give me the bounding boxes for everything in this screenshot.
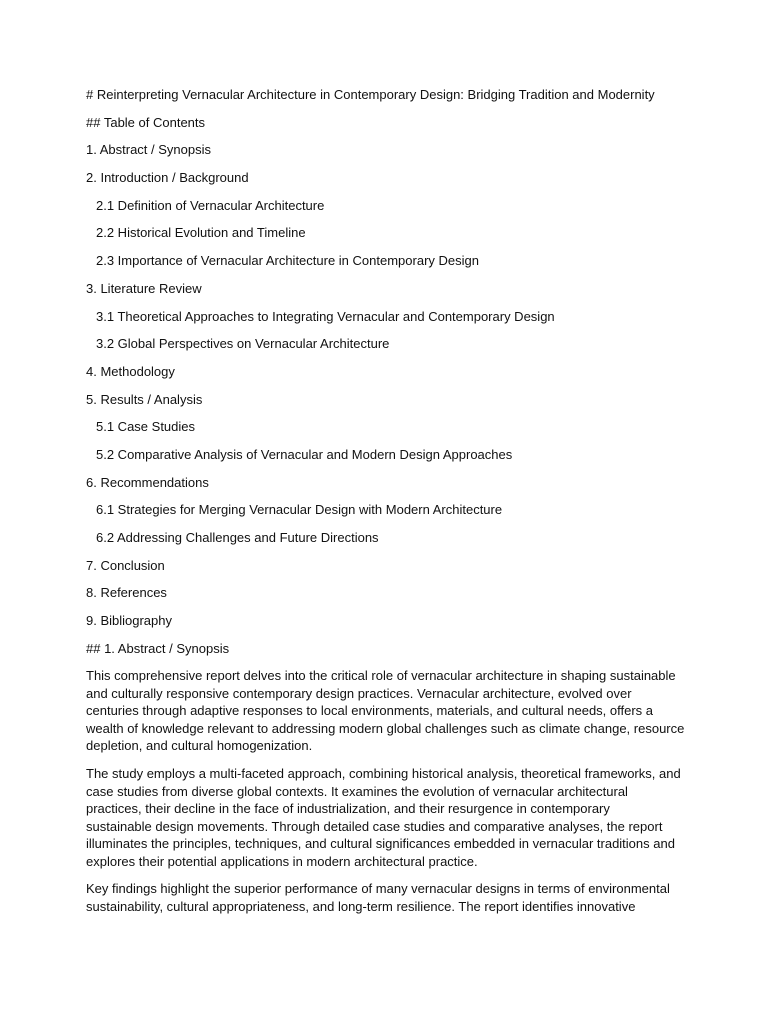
toc-item: 5. Results / Analysis <box>86 391 203 407</box>
paragraph <box>86 667 686 755</box>
toc-item: 2.3 Importance of Vernacular Architecture in Contemporary Design <box>96 253 479 269</box>
toc-item: 3.1 Theoretical Approaches to Integrating Vernacular and Contemporary Design <box>96 308 555 324</box>
toc-item: 7. Conclusion <box>86 557 165 573</box>
toc-item: 4. Methodology <box>86 363 175 379</box>
paragraph <box>86 880 686 915</box>
toc-item: 5.1 Case Studies <box>96 419 196 435</box>
paragraph-line: sustainability, cultural appropriateness, and long-term resilience. The report identifies innovative <box>86 898 636 914</box>
toc-item: 8. References <box>86 585 167 601</box>
toc-item: 3. Literature Review <box>86 280 202 296</box>
paragraph-line: depletion, and cultural homogenization. <box>86 738 313 754</box>
toc-heading: ## Table of Contents <box>86 114 206 130</box>
toc-item: 6.1 Strategies for Merging Vernacular Design with Modern Architecture <box>96 502 503 518</box>
paragraph-line: centuries through adaptive responses to local environments, materials, and cultural needs, offers a <box>86 703 654 719</box>
paragraph-line: The study employs a multi-faceted approach, combining historical analysis, theoretical frameworks, and <box>86 766 681 782</box>
toc-item: 6. Recommendations <box>86 474 209 490</box>
paragraph-line: explores their potential applications in modern architectural practice. <box>86 853 478 869</box>
paragraph <box>86 765 686 870</box>
toc-item: 6.2 Addressing Challenges and Future Directions <box>96 530 379 545</box>
toc-item: 2. Introduction / Background <box>86 170 249 186</box>
toc-item: 2.2 Historical Evolution and Timeline <box>96 225 306 241</box>
paragraph-line: Key findings highlight the superior performance of many vernacular designs in terms of environmental <box>86 881 670 897</box>
document-title: # Reinterpreting Vernacular Architecture in Contemporary Design: Bridging Tradition and Modernity <box>86 87 655 102</box>
paragraph-line: case studies from diverse global contexts. It examines the evolution of vernacular architectural <box>86 783 628 799</box>
paragraph-line: sustainable design movements. Through detailed case studies and comparative analyses, the report <box>86 818 663 834</box>
table-of-contents <box>86 141 686 629</box>
toc-item: 5.2 Comparative Analysis of Vernacular and Modern Design Approaches <box>96 446 513 462</box>
toc-item: 9. Bibliography <box>86 613 172 629</box>
toc-item: 1. Abstract / Synopsis <box>86 142 212 158</box>
paragraph-line: This comprehensive report delves into the critical role of vernacular architecture in shaping sustainable <box>86 668 676 684</box>
paragraph-line: illuminates the principles, techniques, and cultural significances embedded in vernacular traditions and <box>86 836 675 852</box>
toc-item: 3.2 Global Perspectives on Vernacular Architecture <box>96 336 390 352</box>
paragraph-line: practices, their decline in the face of industrialization, and their resurgence in contemporary <box>86 801 610 817</box>
paragraph-line: wealth of knowledge relevant to addressing modern global challenges such as climate change, resource <box>86 720 685 736</box>
section-heading-abstract: ## 1. Abstract / Synopsis <box>86 640 230 656</box>
abstract-paragraphs <box>86 667 686 915</box>
paragraph-line: and culturally responsive contemporary design practices. Vernacular architecture, evolved over <box>86 685 632 701</box>
toc-item: 2.1 Definition of Vernacular Architecture <box>96 197 325 213</box>
document-body <box>86 86 686 926</box>
